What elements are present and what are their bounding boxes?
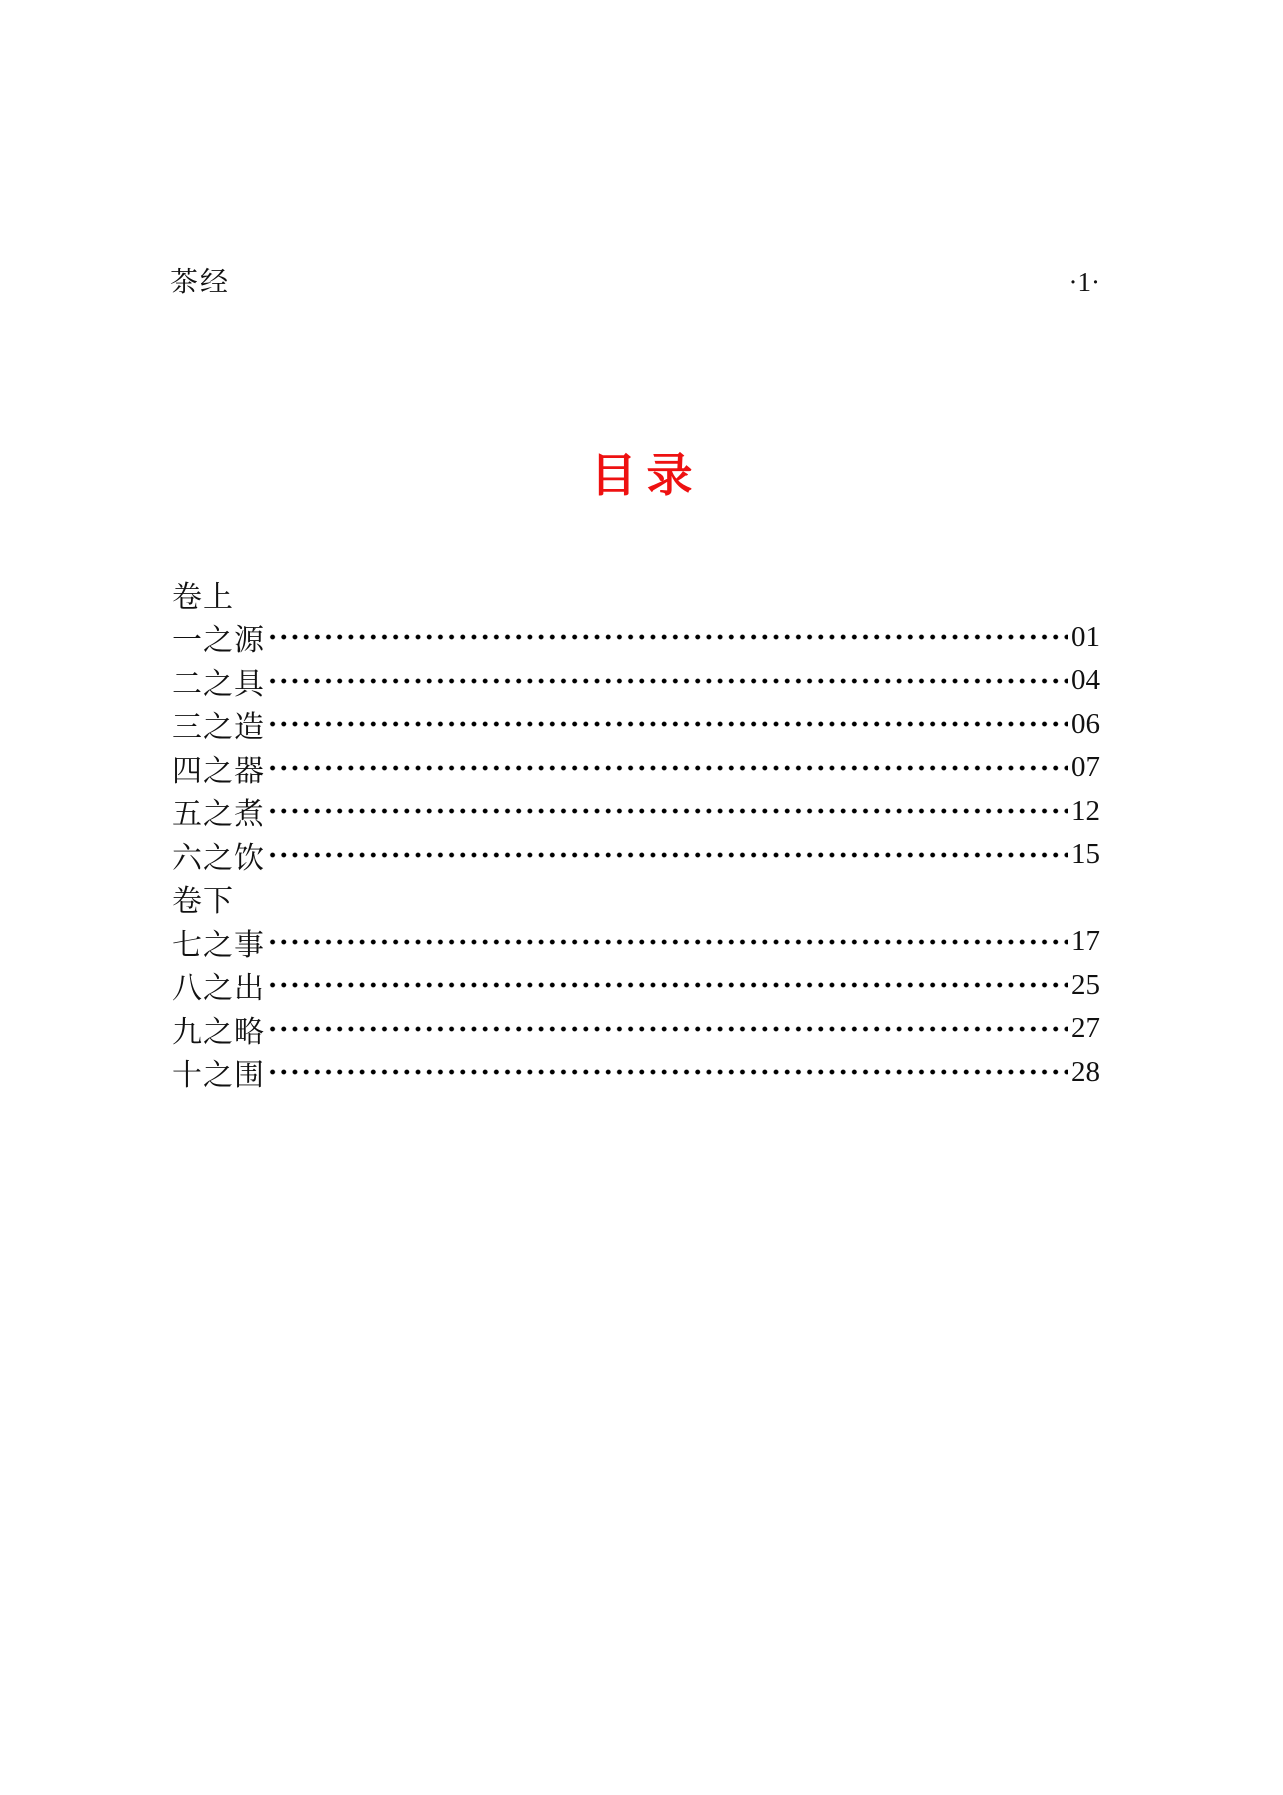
page-number: ·1·: [1068, 267, 1100, 297]
toc-entry: [172, 1007, 1100, 1051]
toc-leader-dots: [267, 746, 1068, 790]
toc-entry-page: 15: [1071, 838, 1100, 871]
toc-leader-dots: [267, 964, 1068, 1008]
toc-entry-label: 卷下: [172, 885, 234, 919]
toc-leader-dots: [267, 833, 1068, 877]
toc-entry: [172, 1051, 1100, 1095]
toc-section-label: [172, 572, 1100, 616]
toc-entry: [172, 746, 1100, 790]
toc-section-label: [172, 877, 1100, 921]
toc-leader-dots: [267, 1051, 1068, 1095]
toc-entry-label: 一之源: [172, 624, 265, 658]
toc-entry-label: 十之围: [172, 1059, 265, 1093]
toc-entry-page: 01: [1071, 620, 1100, 653]
toc-entry-page: 25: [1071, 968, 1100, 1001]
toc-leader-dots: [267, 703, 1068, 747]
toc-leader-dots: [267, 920, 1068, 964]
toc-list: [172, 572, 1100, 1094]
toc-entry: [172, 659, 1100, 703]
toc-entry-label: 六之饮: [172, 841, 265, 875]
toc-entry-page: 12: [1071, 794, 1100, 827]
toc-entry-page: 06: [1071, 707, 1100, 740]
toc-entry-page: 07: [1071, 751, 1100, 784]
toc-entry-label: 四之器: [172, 754, 265, 788]
toc-title: 目录: [590, 449, 703, 501]
toc-leader-dots: [267, 1007, 1068, 1051]
toc-entry-page: 17: [1071, 925, 1100, 958]
toc-entry-label: 八之出: [172, 972, 265, 1006]
toc-leader-dots: [267, 659, 1068, 703]
toc-entry-label: 七之事: [172, 928, 265, 962]
toc-entry-label: 九之略: [172, 1015, 265, 1049]
toc-entry: [172, 920, 1100, 964]
toc-entry-page: 27: [1071, 1012, 1100, 1045]
book-title: 茶经: [170, 267, 231, 298]
toc-entry-page: 28: [1071, 1055, 1100, 1088]
toc-entry-label: 卷上: [172, 580, 234, 614]
toc-entry-label: 三之造: [172, 711, 265, 745]
toc-leader-dots: [267, 616, 1068, 660]
toc-entry: [172, 703, 1100, 747]
toc-entry-page: 04: [1071, 664, 1100, 697]
toc-entry-label: 二之具: [172, 667, 265, 701]
toc-entry: [172, 833, 1100, 877]
toc-entry: [172, 616, 1100, 660]
toc-entry: [172, 964, 1100, 1008]
toc-entry: [172, 790, 1100, 834]
toc-leader-dots: [267, 790, 1068, 834]
running-header: [170, 266, 1100, 300]
toc-entry-label: 五之煮: [172, 798, 265, 832]
